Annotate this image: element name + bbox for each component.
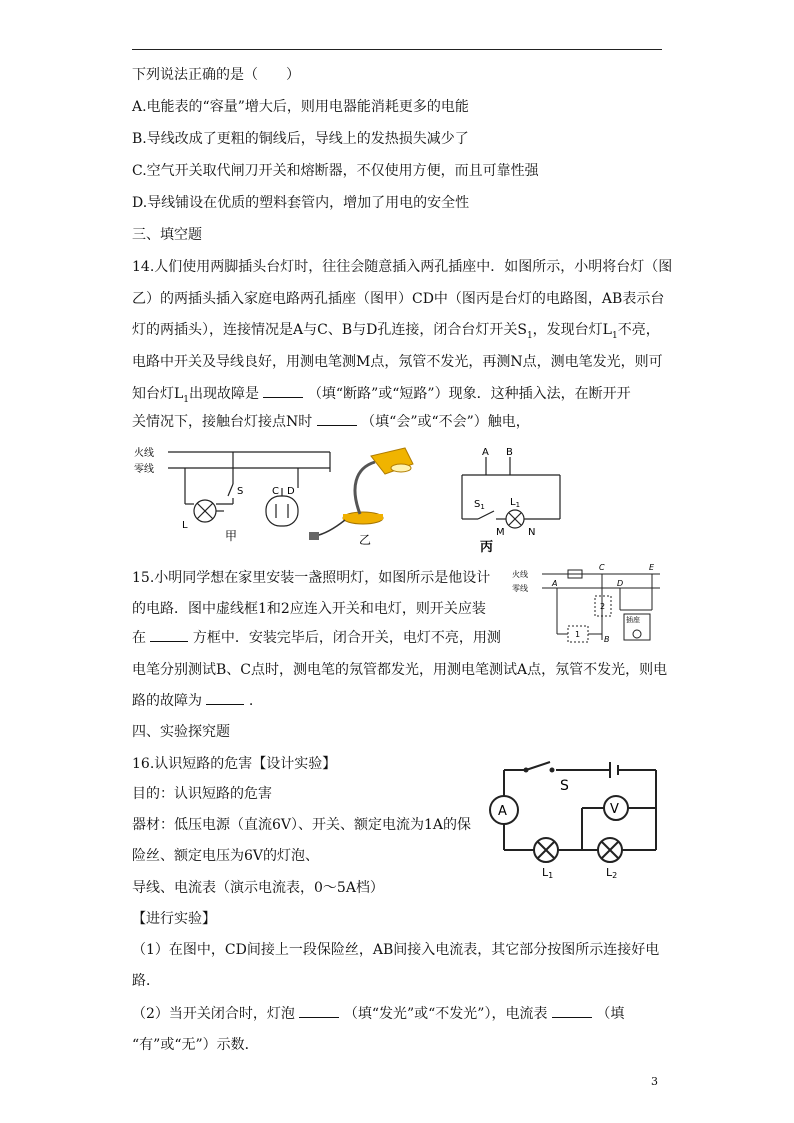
voltmeter-v-label: V: [610, 802, 619, 817]
fire-wire-label: 火线: [134, 448, 154, 459]
lamp-l-label: L: [182, 520, 188, 531]
switch-s-label: S: [237, 486, 244, 497]
neutral-wire-label: 零线: [134, 464, 154, 475]
point-m-label: M: [496, 527, 505, 538]
q16-line-10: “有”或“无”）示数．: [132, 1037, 259, 1053]
socket-label: 插座: [626, 616, 640, 624]
q16-line-9: （2）当开关闭合时，灯泡 （填“发光”或“不发光”），电流表 （填: [132, 1006, 625, 1022]
figure-q15-lighting-circuit: [512, 560, 662, 650]
box-1-label: 1: [575, 630, 581, 639]
q15-line-2: 的电路．图中虚线框1和2应连入开关和电灯，则开关应装: [132, 601, 486, 617]
page-number: 3: [651, 1075, 658, 1088]
q15-line-3: 在 方框中．安装完毕后，闭合开关，电灯不亮，用测: [132, 630, 501, 646]
point-e-label: E: [649, 563, 655, 572]
q16-line-1: 16.认识短路的危害【设计实验】: [132, 756, 337, 772]
figure-yi-desk-lamp: [305, 448, 435, 548]
q16-line-5: 导线、电流表（演示电流表，0～5A档）: [132, 880, 384, 896]
ammeter-a-label: A: [498, 804, 507, 819]
switch-s1-label: $S_1$: [474, 499, 485, 511]
answer-blank: [317, 413, 357, 426]
socket-d-label: D: [287, 486, 295, 497]
socket-c-label: C: [272, 486, 279, 497]
lamp-l1-label: $L_1$: [510, 497, 521, 509]
q13-stem: 下列说法正确的是（ ）: [132, 67, 300, 83]
q13-option-a: A.电能表的“容量”增大后，则用电器能消耗更多的电能: [132, 99, 469, 115]
switch-s-label: S: [560, 778, 569, 794]
figure-caption-jia: 甲: [225, 529, 238, 543]
figure-bing-lamp-circuit: [448, 445, 578, 553]
point-a-label: A: [552, 579, 558, 588]
q15-line-1: 15.小明同学想在家里安装一盏照明灯，如图所示是他设计: [132, 570, 491, 586]
q16-line-6: 【进行实验】: [132, 911, 216, 927]
answer-blank: [150, 629, 188, 642]
q16-line-8: 路．: [132, 973, 160, 989]
section-heading-experiment: 四、实验探究题: [132, 724, 230, 740]
section-heading-fill-blank: 三、填空题: [132, 227, 202, 243]
answer-blank: [263, 385, 303, 398]
q16-line-4: 险丝、额定电压为6V的灯泡、: [132, 848, 320, 864]
fire-wire-label: 火线: [512, 570, 528, 579]
q14-line-5: 知台灯$L_1$出现故障是 （填“断路”或“短路”）现象．这种插入法，在断开开: [132, 386, 631, 405]
header-rule: [132, 49, 662, 50]
q13-option-c: C.空气开关取代闸刀开关和熔断器，不仅使用方便，而且可靠性强: [132, 163, 539, 179]
q13-option-b: B.导线改成了更粗的铜线后，导线上的发热损失减少了: [132, 131, 469, 147]
point-b-label: B: [604, 635, 610, 644]
lamp-l1-label: L1: [542, 866, 554, 880]
figure-caption-yi: 乙: [359, 533, 372, 547]
point-c-label: C: [599, 563, 605, 572]
q16-line-7: （1）在图中，CD间接上一段保险丝，AB间接入电流表，其它部分按图所示连接好电: [132, 942, 660, 958]
q15-line-5: 路的故障为 .: [132, 693, 254, 709]
q14-line-6: 关情况下，接触台灯接点N时 （填“会”或“不会”）触电，: [132, 414, 530, 430]
box-2-label: 2: [600, 602, 606, 611]
q15-line-4: 电笔分别测试B、C点时，测电笔的氖管都发光，用测电笔测试A点，氖管不发光，则电: [132, 662, 668, 678]
figure-q16-short-circuit: [486, 762, 662, 882]
lamp-l2-label: L2: [606, 866, 618, 880]
neutral-wire-label: 零线: [512, 584, 528, 593]
plug-b-label: B: [506, 447, 513, 458]
q14-line-2: 乙）的两插头插入家庭电路两孔插座（图甲）CD中（图丙是台灯的电路图，AB表示台: [132, 291, 665, 307]
q16-line-2: 目的：认识短路的危害: [132, 786, 272, 802]
point-d-label: D: [617, 579, 624, 588]
q14-line-4: 电路中开关及导线良好，用测电笔测M点，氖管不发光，再测N点，测电笔发光，则可: [132, 354, 663, 370]
answer-blank: [299, 1005, 339, 1018]
q16-line-3: 器材：低压电源（直流6V）、开关、额定电流为1A的保: [132, 817, 472, 833]
answer-blank: [206, 692, 244, 705]
figure-jia-circuit: [132, 438, 332, 548]
answer-blank: [552, 1005, 592, 1018]
q13-option-d: D.导线铺设在优质的塑料套管内，增加了用电的安全性: [132, 195, 470, 211]
q14-line-3: 灯的两插头），连接情况是A与C、B与D孔连接，闭合台灯开关$S_1$，发现台灯$L_1$不亮，: [132, 322, 660, 341]
figure-caption-bing: 丙: [480, 540, 494, 555]
point-n-label: N: [528, 527, 536, 538]
q14-line-1: 14.人们使用两脚插头台灯时，往往会随意插入两孔插座中．如图所示，小明将台灯（图: [132, 259, 673, 275]
plug-a-label: A: [482, 447, 489, 458]
